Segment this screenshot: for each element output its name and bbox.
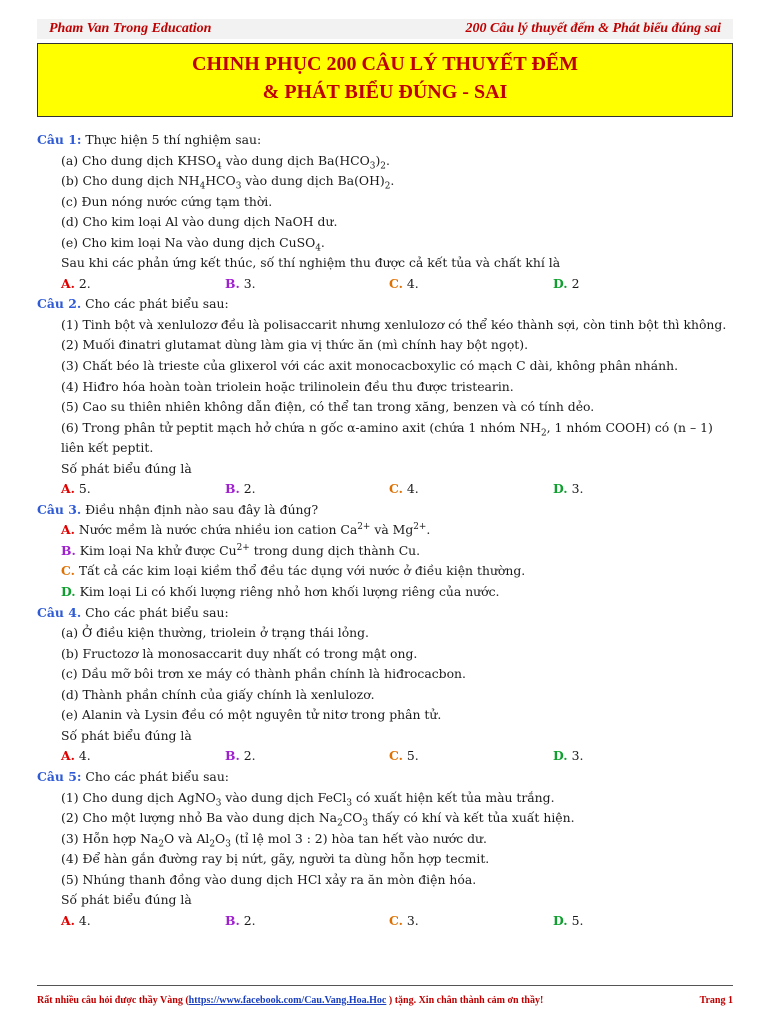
q2-stem: [37, 294, 733, 315]
q2-question: Số phát biểu đúng là: [61, 460, 192, 476]
q3-stem: [37, 500, 733, 521]
q1-label: Câu 1:: [37, 132, 82, 147]
q5-option-d[interactable]: D. 5.: [553, 912, 584, 928]
title-box: [37, 43, 733, 117]
q1-option-a[interactable]: A. 2.: [61, 275, 91, 291]
q2-statement-4: (4) Hiđro hóa hoàn toàn triolein hoặc trilinolein đều thu được tristearin.: [61, 378, 514, 394]
footer-note: Rất nhiều câu hỏi được thầy Vàng (https://www.facebook.com/Cau.Vang.Hoa.Hoc ) tặng. Xin chân thành cảm ơn thầy!: [37, 994, 544, 1006]
q1-item-a: (a) Cho dung dịch $KHSO_4$ vào dung dịch $Ba(HCO_3)_2$.: [61, 152, 390, 172]
header-right: 200 Câu lý thuyết đếm & Phát biểu đúng sai: [465, 21, 721, 36]
q2-statement-5: (5) Cao su thiên nhiên không dẫn điện, có thể tan trong xăng, benzen và có tính dẻo.: [61, 399, 595, 415]
q5-question: Số phát biểu đúng là: [61, 892, 192, 908]
q2-statement-2: (2) Muối đinatri glutamat dùng làm gia vị thức ăn (mì chính hay bột ngọt).: [61, 337, 529, 353]
header-left: Pham Van Trong Education: [49, 21, 212, 36]
q4-item-b: (b) Fructozơ là monosaccarit duy nhất có trong mật ong.: [61, 645, 418, 661]
q5-option-b[interactable]: B. 2.: [225, 912, 256, 928]
q5-stem-text: Cho các phát biểu sau:: [81, 768, 229, 784]
q1-stem-text: Thực hiện 5 thí nghiệm sau:: [81, 132, 262, 147]
q2-options: [37, 479, 733, 500]
q4-stem: [37, 603, 733, 624]
q4-item-c: (c) Dầu mỡ bôi trơn xe máy có thành phần chính là hiđrocacbon.: [61, 666, 466, 682]
q2-option-b[interactable]: B. 2.: [225, 481, 256, 497]
facebook-link[interactable]: https://www.facebook.com/Cau.Vang.Hoa.Hoc: [188, 994, 387, 1006]
q4-option-c[interactable]: C. 5.: [389, 748, 419, 764]
q2-stem-text: Cho các phát biểu sau:: [81, 296, 229, 312]
q3-label: Câu 3.: [37, 501, 82, 517]
q4-option-a[interactable]: A. 4.: [61, 748, 91, 764]
title-line-1: CHINH PHỤC 200 CÂU LÝ THUYẾT ĐẾM: [192, 53, 578, 75]
running-header: [37, 19, 733, 39]
q3-option-c[interactable]: C. Tất cả các kim loại kiềm thổ đều tác dụng với nước ở điều kiện thường.: [61, 563, 526, 579]
q5-stem: [37, 767, 733, 788]
q5-option-c[interactable]: C. 3.: [389, 912, 419, 928]
q2-statement-6: (6) Trong phân tử peptit mạch hở chứa n gốc α-amino axit (chứa 1 nhóm $NH_2$, 1 nhóm COOH) có (n – 1) liên kết peptit.: [61, 419, 713, 456]
q1-option-c[interactable]: C. 4.: [389, 275, 419, 291]
q5-option-a[interactable]: A. 4.: [61, 912, 91, 928]
q4-item-e: (e) Alanin và Lysin đều có một nguyên tử nitơ trong phân tử.: [61, 707, 442, 723]
q5-statement-3: (3) Hỗn hợp $Na_2O$ và $Al_2O_3$ (tỉ lệ mol 3 : 2) hòa tan hết vào nước dư.: [61, 830, 487, 850]
footer-divider: [37, 985, 733, 986]
q1-option-d[interactable]: D. 2: [553, 275, 580, 291]
q5-statement-1: (1) Cho dung dịch AgNO$_3$ vào dung dịch FeCl$_3$ có xuất hiện kết tủa màu trắng.: [61, 789, 555, 808]
q1-question: Sau khi các phản ứng kết thúc, số thí nghiệm thu được cả kết tủa và chất khí là: [61, 255, 561, 271]
q4-question: Số phát biểu đúng là: [61, 727, 192, 743]
q4-item-a: (a) Ở điều kiện thường, triolein ở trạng thái lỏng.: [61, 625, 369, 641]
q1-options: [37, 274, 733, 295]
q4-label: Câu 4.: [37, 604, 82, 620]
q1-option-b[interactable]: B. 3.: [225, 275, 256, 291]
q5-statement-4: (4) Để hàn gắn đường ray bị nứt, gãy, người ta dùng hỗn hợp tecmit.: [61, 851, 490, 867]
q4-option-d[interactable]: D. 3.: [553, 748, 584, 764]
title-line-2: & PHÁT BIỂU ĐÚNG - SAI: [262, 81, 508, 103]
q1-item-d: (d) Cho kim loại Al vào dung dịch NaOH dư.: [61, 214, 338, 230]
page-number: Trang 1: [699, 994, 733, 1006]
q2-statement-1: (1) Tinh bột và xenlulozơ đều là polisaccarit nhưng xenlulozơ có thể kéo thành sợi, còn tinh bột thì không.: [61, 316, 727, 332]
q3-stem-text: Điều nhận định nào sau đây là đúng?: [81, 501, 319, 517]
document-body: [37, 130, 733, 931]
page-footer: [37, 988, 733, 1012]
q4-stem-text: Cho các phát biểu sau:: [81, 604, 229, 620]
q2-option-c[interactable]: C. 4.: [389, 481, 419, 497]
q5-statement-5: (5) Nhúng thanh đồng vào dung dịch HCl xảy ra ăn mòn điện hóa.: [61, 871, 477, 887]
q3-option-a[interactable]: A. Nước mềm là nước chứa nhiều ion cation $Ca^{2+}$ và $Mg^{2+}$.: [61, 522, 431, 538]
q4-option-b[interactable]: B. 2.: [225, 748, 256, 764]
q1-item-b: (b) Cho dung dịch $NH_4HCO_3$ vào dung dịch $Ba(OH)_2$.: [61, 173, 395, 192]
q5-statement-2: (2) Cho một lượng nhỏ Ba vào dung dịch $Na_2CO_3$ thấy có khí và kết tủa xuất hiện.: [61, 810, 575, 829]
q5-options: [37, 911, 733, 932]
q4-options: [37, 746, 733, 767]
q1-item-c: (c) Đun nóng nước cứng tạm thời.: [61, 193, 273, 209]
q5-label: Câu 5:: [37, 768, 82, 784]
q1-item-e: (e) Cho kim loại Na vào dung dịch CuSO$_4$.: [61, 234, 325, 254]
q2-option-d[interactable]: D. 3.: [553, 481, 584, 497]
q3-option-b[interactable]: B. Kim loại Na khử được $Cu^{2+}$ trong dung dịch thành Cu.: [61, 542, 421, 558]
q4-item-d: (d) Thành phần chính của giấy chính là xenlulozơ.: [61, 686, 375, 702]
q2-option-a[interactable]: A. 5.: [61, 481, 91, 497]
q1-stem: [37, 130, 733, 151]
q2-label: Câu 2.: [37, 296, 82, 312]
q2-statement-3: (3) Chất béo là trieste của glixerol với các axit monocacboxylic có mạch C dài, không phân nhánh.: [61, 358, 679, 374]
q3-option-d[interactable]: D. Kim loại Li có khối lượng riêng nhỏ hơn khối lượng riêng của nước.: [61, 584, 500, 600]
